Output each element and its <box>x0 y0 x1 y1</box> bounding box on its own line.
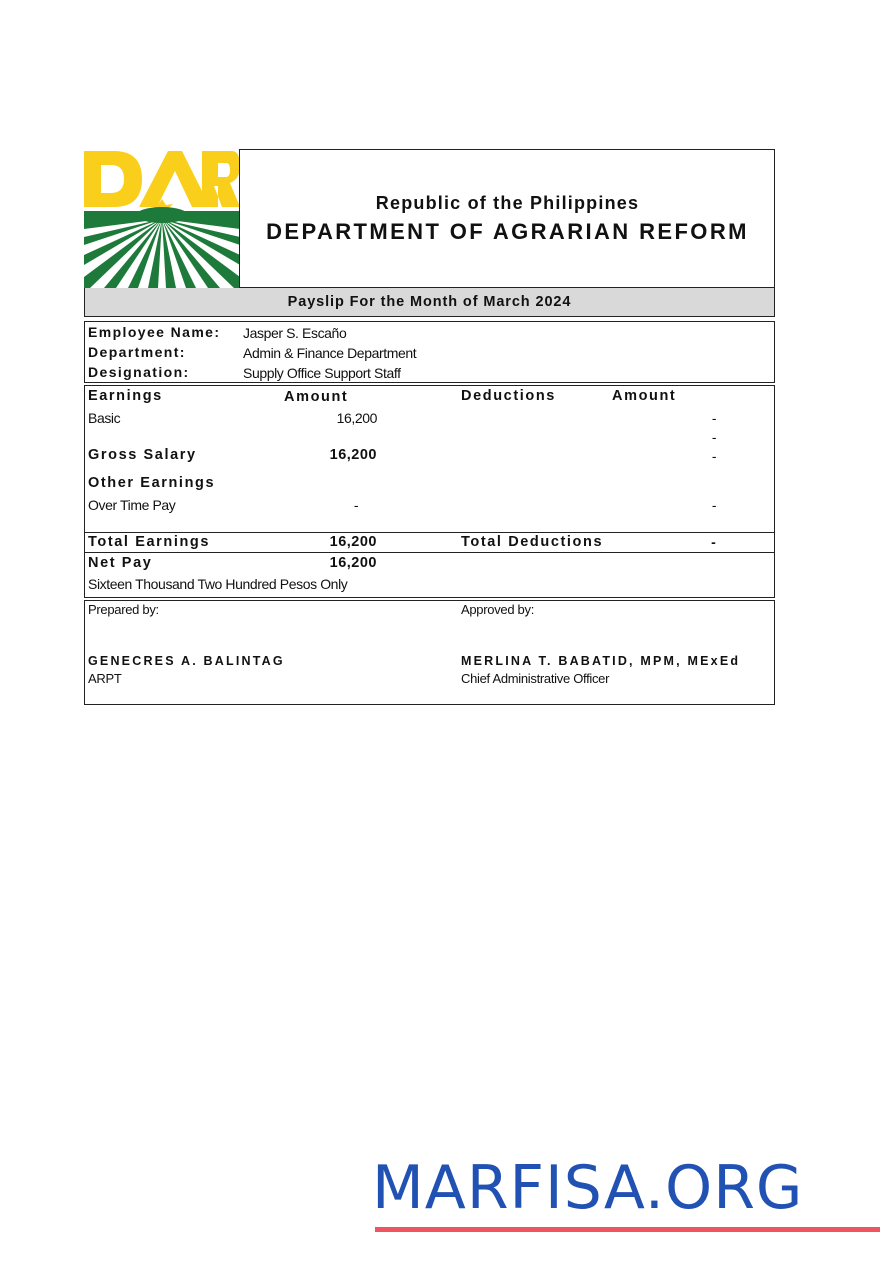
prepared-by-label: Prepared by: <box>88 602 159 617</box>
approver-title: Chief Administrative Officer <box>461 671 610 686</box>
basic-label: Basic <box>88 410 121 426</box>
designation-value: Supply Office Support Staff <box>243 365 401 381</box>
deduction-value-4: - <box>711 497 717 513</box>
gross-salary-amount: 16,200 <box>329 447 377 463</box>
watermark-underline <box>375 1227 880 1232</box>
department-heading: DEPARTMENT OF AGRARIAN REFORM <box>266 219 749 244</box>
deduction-value-2: - <box>711 429 717 445</box>
header-text <box>240 149 775 288</box>
payslip-title: Payslip For the Month of March 2024 <box>287 294 572 310</box>
earnings-header: Earnings <box>88 388 163 404</box>
approved-by-label: Approved by: <box>461 602 535 617</box>
dar-logo <box>84 149 240 288</box>
designation-label: Designation: <box>88 364 190 380</box>
approver-name: MERLINA T. BABATID, MPM, MExEd <box>461 654 741 668</box>
net-pay-label: Net Pay <box>88 555 153 571</box>
overtime-amount: - <box>353 497 359 513</box>
total-earnings-amount: 16,200 <box>329 534 377 550</box>
deduction-value-3: - <box>711 448 717 464</box>
total-deductions-amount: - <box>711 534 717 550</box>
department-label: Department: <box>88 344 186 360</box>
earnings-amount-header: Amount <box>284 389 349 405</box>
employee-name-label: Employee Name: <box>88 324 221 340</box>
deductions-amount-header: Amount <box>612 388 677 404</box>
net-pay-words: Sixteen Thousand Two Hundred Pesos Only <box>88 576 348 592</box>
signature-box <box>84 600 775 705</box>
deductions-header: Deductions <box>461 388 556 404</box>
preparer-title: ARPT <box>88 671 122 686</box>
employee-name-value: Jasper S. Escaño <box>243 325 347 341</box>
payslip-title-bar <box>84 288 775 317</box>
department-value: Admin & Finance Department <box>243 345 417 361</box>
gross-salary-label: Gross Salary <box>88 447 197 463</box>
other-earnings-label: Other Earnings <box>88 475 216 491</box>
dar-logo-icon <box>84 149 240 288</box>
basic-amount: 16,200 <box>336 410 377 426</box>
watermark-text: MARFISA.ORG <box>372 1153 804 1223</box>
deduction-value-1: - <box>711 410 717 426</box>
republic-heading: Republic of the Philippines <box>375 193 640 213</box>
marfisa-watermark <box>372 1153 882 1236</box>
preparer-name: GENECRES A. BALINTAG <box>88 654 285 668</box>
total-earnings-label: Total Earnings <box>88 534 211 550</box>
overtime-label: Over Time Pay <box>88 497 176 513</box>
total-deductions-label: Total Deductions <box>461 534 604 550</box>
net-pay-amount: 16,200 <box>329 555 377 571</box>
